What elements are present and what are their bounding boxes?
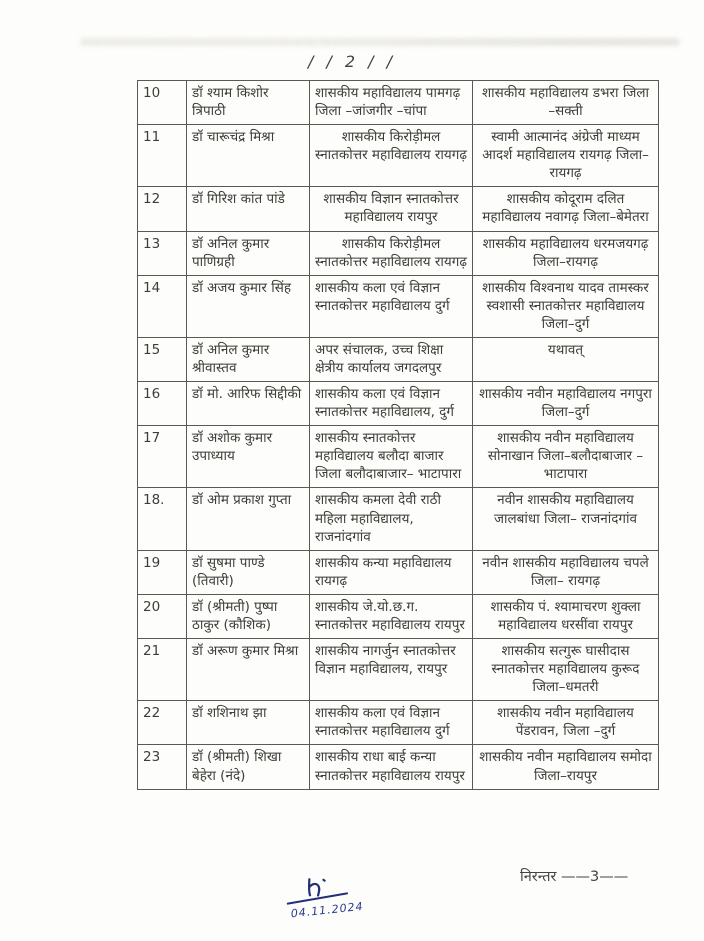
new-posting-cell: शासकीय नवीन महाविद्यालय सोनाखान जिला–बलौदाबाजार – भाटापारा [473, 426, 659, 488]
table-row [138, 337, 659, 381]
scan-artifact-smudge [80, 38, 680, 46]
current-posting-cell: शासकीय कला एवं विज्ञान स्नातकोत्तर महाविद्यालय दुर्ग [310, 275, 473, 337]
current-posting-cell: शासकीय कमला देवी राठी महिला महाविद्यालय, राजनांदगांव [310, 488, 473, 550]
serial-cell: 15 [138, 337, 187, 381]
current-posting-cell: अपर संचालक, उच्च शिक्षा क्षेत्रीय कार्यालय जगदलपुर [310, 337, 473, 381]
current-posting-cell: शासकीय किरोड़ीमल स्नातकोत्तर महाविद्यालय रायगढ़ [310, 231, 473, 275]
table-row [138, 187, 659, 231]
serial-cell: 18. [138, 488, 187, 550]
handwritten-signature [279, 866, 405, 940]
table-row [138, 639, 659, 701]
current-posting-cell: शासकीय नागर्जुन स्नातकोत्तर विज्ञान महाविद्यालय, रायपुर [310, 639, 473, 701]
name-cell: डॉ मो. आरिफ सिद्दीकी [187, 382, 310, 426]
serial-cell: 21 [138, 639, 187, 701]
serial-cell: 11 [138, 125, 187, 187]
serial-cell: 19 [138, 550, 187, 594]
new-posting-cell: शासकीय नवीन महाविद्यालय पेंडरावन, जिला –दुर्ग [473, 701, 659, 745]
new-posting-cell: शासकीय कोदूराम दलित महाविद्यालय नवागढ़ जिला–बेमेतरा [473, 187, 659, 231]
current-posting-cell: शासकीय महाविद्यालय पामगढ़ जिला –जांजगीर –चांपा [310, 81, 473, 125]
new-posting-cell: नवीन शासकीय महाविद्यालय चपले जिला– रायगढ़ [473, 550, 659, 594]
new-posting-cell: स्वामी आत्मानंद अंग्रेजी माध्यम आदर्श महाविद्यालय रायगढ़ जिला– रायगढ़ [473, 125, 659, 187]
name-cell: डॉ चारूचंद्र मिश्रा [187, 125, 310, 187]
serial-cell: 10 [138, 81, 187, 125]
name-cell: डॉ शशिनाथ झा [187, 701, 310, 745]
new-posting-cell: नवीन शासकीय महाविद्यालय जालबांधा जिला– राजनांदगांव [473, 488, 659, 550]
table-row [138, 81, 659, 125]
table-row [138, 275, 659, 337]
new-posting-cell: शासकीय नवीन महाविद्यालय समोदा जिला–रायपुर [473, 745, 659, 789]
serial-cell: 17 [138, 426, 187, 488]
table-row [138, 594, 659, 638]
new-posting-cell: शासकीय नवीन महाविद्यालय नगपुरा जिला–दुर्ग [473, 382, 659, 426]
signature-mark-icon [279, 866, 405, 940]
serial-cell: 14 [138, 275, 187, 337]
table-row [138, 382, 659, 426]
continuation-note: निरन्तर ——3—— [520, 869, 629, 885]
table-row [138, 231, 659, 275]
table-row [138, 701, 659, 745]
table-row [138, 125, 659, 187]
serial-cell: 13 [138, 231, 187, 275]
new-posting-cell: शासकीय महाविद्यालय डभरा जिला –सक्ती [473, 81, 659, 125]
current-posting-cell: शासकीय विज्ञान स्नातकोत्तर महाविद्यालय रायपुर [310, 187, 473, 231]
name-cell: डॉ ओम प्रकाश गुप्ता [187, 488, 310, 550]
transfer-order-table [137, 80, 659, 790]
current-posting-cell: शासकीय राधा बाई कन्या स्नातकोत्तर महाविद्यालय रायपुर [310, 745, 473, 789]
table-row [138, 426, 659, 488]
current-posting-cell: शासकीय जे.यो.छ.ग. स्नातकोत्तर महाविद्यालय रायपुर [310, 594, 473, 638]
current-posting-cell: शासकीय किरोड़ीमल स्नातकोत्तर महाविद्यालय रायगढ़ [310, 125, 473, 187]
name-cell: डॉ अजय कुमार सिंह [187, 275, 310, 337]
new-posting-cell: यथावत् [473, 337, 659, 381]
table-row [138, 550, 659, 594]
new-posting-cell: शासकीय सत्गुरू घासीदास स्नातकोत्तर महाविद्यालय कुरूद जिला–धमतरी [473, 639, 659, 701]
signature-date: 04.11.2024 [290, 899, 365, 921]
current-posting-cell: शासकीय स्नातकोत्तर महाविद्यालय बलौदा बाजार जिला बलौदाबाजार– भाटापारा [310, 426, 473, 488]
page-number: / / 2 / / [307, 52, 397, 71]
serial-cell: 12 [138, 187, 187, 231]
name-cell: डॉ अनिल कुमार पाणिग्रही [187, 231, 310, 275]
name-cell: डॉ (श्रीमती) पुष्पा ठाकुर (कौशिक) [187, 594, 310, 638]
table-row [138, 745, 659, 789]
table-body [138, 81, 659, 790]
serial-cell: 20 [138, 594, 187, 638]
name-cell: डॉ श्याम किशोर त्रिपाठी [187, 81, 310, 125]
name-cell: डॉ अनिल कुमार श्रीवास्तव [187, 337, 310, 381]
new-posting-cell: शासकीय महाविद्यालय धरमजयगढ़ जिला–रायगढ़ [473, 231, 659, 275]
name-cell: डॉ अरूण कुमार मिश्रा [187, 639, 310, 701]
current-posting-cell: शासकीय कन्या महाविद्यालय रायगढ़ [310, 550, 473, 594]
serial-cell: 22 [138, 701, 187, 745]
serial-cell: 16 [138, 382, 187, 426]
current-posting-cell: शासकीय कला एवं विज्ञान स्नातकोत्तर महाविद्यालय, दुर्ग [310, 382, 473, 426]
name-cell: डॉ अशोक कुमार उपाध्याय [187, 426, 310, 488]
current-posting-cell: शासकीय कला एवं विज्ञान स्नातकोत्तर महाविद्यालय दुर्ग [310, 701, 473, 745]
name-cell: डॉ गिरिश कांत पांडे [187, 187, 310, 231]
serial-cell: 23 [138, 745, 187, 789]
new-posting-cell: शासकीय पं. श्यामाचरण शुक्ला महाविद्यालय धरसींवा रायपुर [473, 594, 659, 638]
name-cell: डॉ सुषमा पाण्डे (तिवारी) [187, 550, 310, 594]
name-cell: डॉ (श्रीमती) शिखा बेहेरा (नंदे) [187, 745, 310, 789]
table-row [138, 488, 659, 550]
new-posting-cell: शासकीय विश्वनाथ यादव तामस्कर स्वशासी स्नातकोत्तर महाविद्यालय जिला–दुर्ग [473, 275, 659, 337]
